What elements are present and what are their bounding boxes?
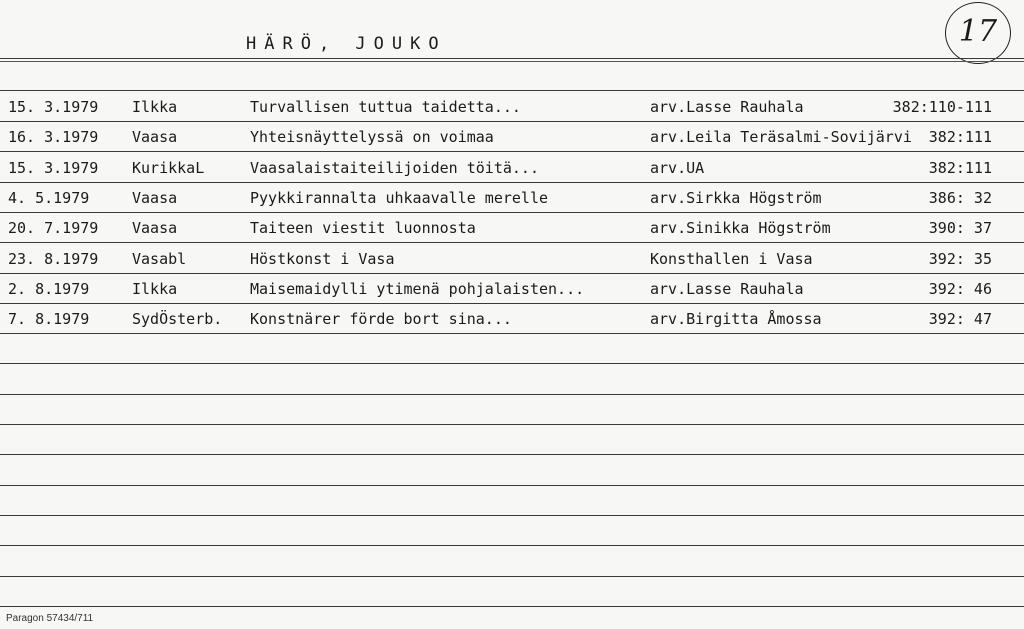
entry-date: 15. 3.1979 xyxy=(8,98,99,116)
entry-date: 23. 8.1979 xyxy=(8,249,99,268)
entry-article-title: Yhteisnäyttelyssä on voimaa xyxy=(250,128,494,147)
entry-newspaper: Vaasa xyxy=(132,128,178,147)
entry-row xyxy=(0,274,1024,304)
entry-newspaper: Vasabl xyxy=(132,249,187,268)
entry-article-title: Konstnärer förde bort sina... xyxy=(250,310,512,329)
entry-article-title: Vaasalaistaiteilijoiden töitä... xyxy=(250,158,539,177)
header-rule xyxy=(0,58,1024,59)
header-rule-secondary xyxy=(0,61,1024,62)
top-entry-rule xyxy=(0,90,1024,91)
blank-row xyxy=(0,516,1024,546)
entry-article-title: Taiteen viestit luonnosta xyxy=(250,219,476,238)
entry-article-title: Höstkonst i Vasa xyxy=(250,249,395,268)
entry-row xyxy=(0,122,1024,152)
entry-newspaper: Vaasa xyxy=(132,219,178,238)
entry-row xyxy=(0,183,1024,213)
entry-newspaper: Ilkka xyxy=(132,98,178,116)
blank-row xyxy=(0,395,1024,425)
entry-article-title: Pyykkirannalta uhkaavalle merelle xyxy=(250,188,549,207)
entry-reviewer: arv.Birgitta Åmossa xyxy=(650,310,822,329)
entry-date: 15. 3.1979 xyxy=(8,158,99,177)
entry-reference: 382:111 xyxy=(928,128,992,147)
entry-reviewer: arv.Lasse Rauhala xyxy=(650,279,804,298)
entry-reviewer: arv.Lasse Rauhala xyxy=(650,98,804,116)
blank-row xyxy=(0,577,1024,607)
entry-reference: 392: 47 xyxy=(928,310,992,329)
blank-row xyxy=(0,547,1024,577)
card-heading: HÄRÖ, JOUKO xyxy=(246,34,447,54)
entry-date: 4. 5.1979 xyxy=(8,188,90,207)
entry-article-title: Maisemaidylli ytimenä pohjalaisten... xyxy=(250,279,585,298)
entry-article-title: Turvallisen tuttua taidetta... xyxy=(250,98,521,116)
entry-reference: 392: 35 xyxy=(928,249,992,268)
entry-reviewer: arv.UA xyxy=(650,158,705,177)
entry-newspaper: Vaasa xyxy=(132,188,178,207)
entry-date: 16. 3.1979 xyxy=(8,128,99,147)
blank-row xyxy=(0,365,1024,395)
entry-newspaper: SydÖsterb. xyxy=(132,310,223,329)
entry-reviewer: arv.Sirkka Högström xyxy=(650,188,822,207)
entry-reference: 386: 32 xyxy=(928,188,992,207)
entry-reviewer: arv.Leila Teräsalmi-Sovijärvi xyxy=(650,128,912,147)
entry-newspaper: Ilkka xyxy=(132,279,178,298)
entry-reviewer: arv.Sinikka Högström xyxy=(650,219,831,238)
row-rule xyxy=(0,606,1024,607)
blank-row xyxy=(0,334,1024,364)
entry-reference: 382:110-111 xyxy=(892,98,992,116)
entry-reference: 382:111 xyxy=(928,158,992,177)
entry-date: 20. 7.1979 xyxy=(8,219,99,238)
blank-row xyxy=(0,425,1024,455)
entry-newspaper: KurikkaL xyxy=(132,158,205,177)
card-number: 17 xyxy=(945,2,1011,64)
blank-row xyxy=(0,456,1024,486)
entry-date: 2. 8.1979 xyxy=(8,279,90,298)
entry-reviewer: Konsthallen i Vasa xyxy=(650,249,813,268)
blank-row xyxy=(0,486,1024,516)
entry-row xyxy=(0,213,1024,243)
print-footer: Paragon 57434/711 xyxy=(6,613,94,624)
entry-reference: 390: 37 xyxy=(928,219,992,238)
entry-date: 7. 8.1979 xyxy=(8,310,90,329)
entry-row xyxy=(0,244,1024,274)
entry-row xyxy=(0,153,1024,183)
entry-reference: 392: 46 xyxy=(928,279,992,298)
entry-row xyxy=(0,92,1024,122)
entry-row xyxy=(0,304,1024,334)
